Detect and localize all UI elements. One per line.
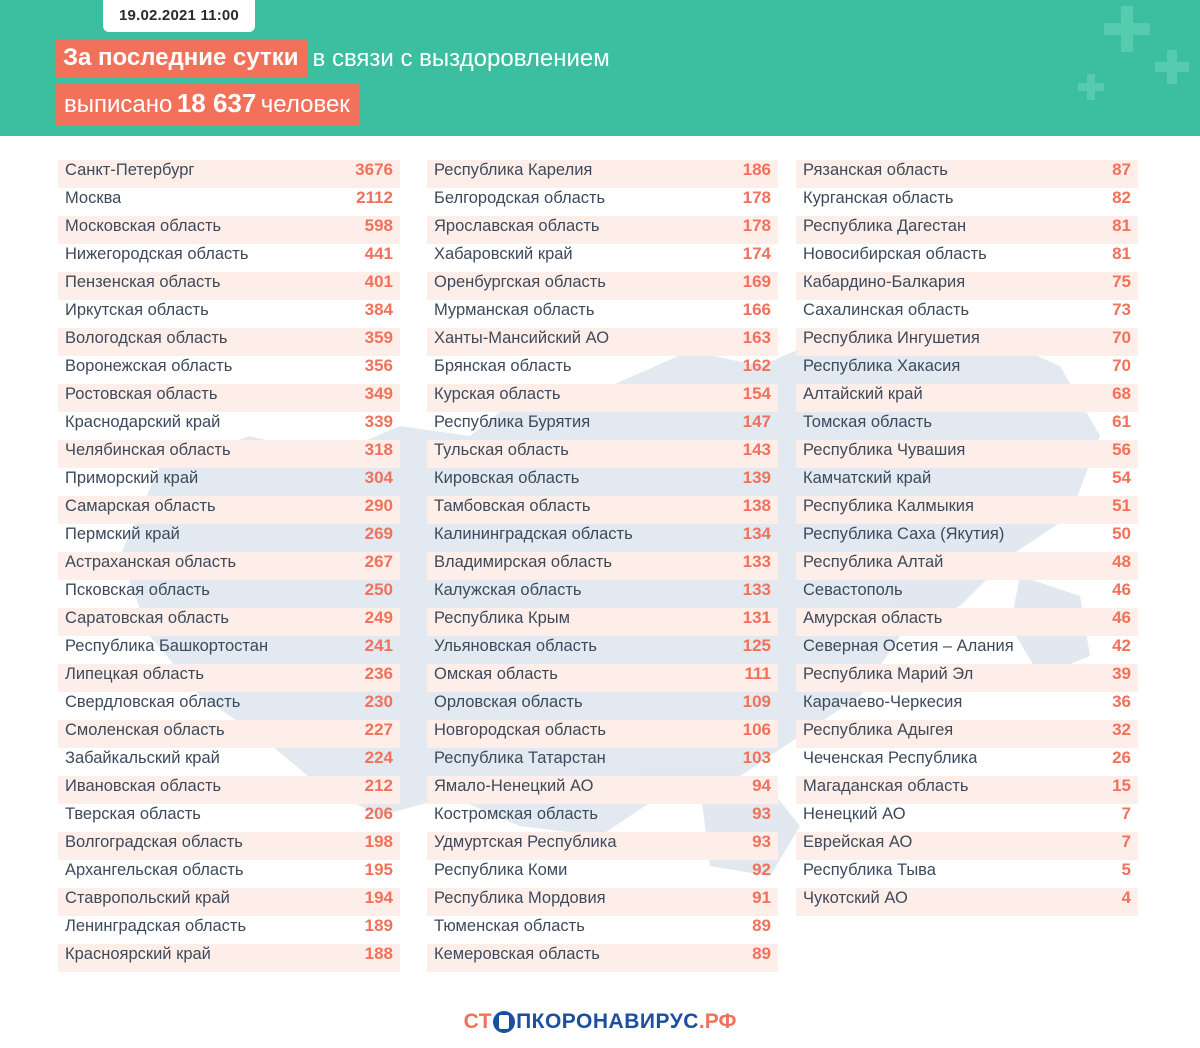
table-row	[427, 888, 778, 916]
region-value: 178	[742, 216, 771, 235]
region-name: Владимирская область	[434, 553, 613, 571]
region-value: 89	[752, 916, 771, 935]
logo-text-left: СТ	[463, 1010, 493, 1033]
table-row	[427, 440, 778, 468]
regions-column-1	[0, 160, 400, 972]
region-value: 195	[364, 860, 393, 879]
region-name: Иркутская область	[65, 301, 209, 319]
table-row	[427, 524, 778, 552]
region-value: 384	[364, 300, 393, 319]
table-row	[58, 272, 400, 300]
region-value: 178	[742, 188, 771, 207]
region-value: 54	[1112, 468, 1131, 487]
table-row	[58, 160, 400, 188]
region-value: 139	[742, 468, 771, 487]
region-value: 174	[742, 244, 771, 263]
table-row	[427, 720, 778, 748]
region-name: Ленинградская область	[65, 917, 247, 935]
region-value: 401	[364, 272, 393, 291]
table-row	[58, 384, 400, 412]
table-row	[58, 468, 400, 496]
region-name: Камчатский край	[803, 469, 932, 487]
region-name: Забайкальский край	[65, 749, 220, 767]
table-row	[427, 944, 778, 972]
region-value: 241	[364, 636, 393, 655]
region-name: Нижегородская область	[65, 245, 249, 263]
region-value: 75	[1112, 272, 1131, 291]
table-row	[427, 160, 778, 188]
table-row	[58, 664, 400, 692]
plus-decoration-icon	[1078, 74, 1104, 100]
table-row	[427, 804, 778, 832]
region-name: Новгородская область	[434, 721, 606, 739]
region-value: 109	[742, 692, 771, 711]
region-value: 318	[364, 440, 393, 459]
table-row	[58, 888, 400, 916]
region-name: Амурская область	[803, 609, 943, 627]
region-value: 162	[742, 356, 771, 375]
table-row	[796, 692, 1138, 720]
table-row	[796, 412, 1138, 440]
table-row	[58, 496, 400, 524]
region-value: 189	[364, 916, 393, 935]
table-row	[796, 748, 1138, 776]
regions-column-3	[778, 160, 1178, 972]
region-name: Самарская область	[65, 497, 216, 515]
region-name: Кемеровская область	[434, 945, 600, 963]
region-value: 250	[364, 580, 393, 599]
region-name: Карачаево-Черкесия	[803, 693, 963, 711]
region-name: Ханты-Мансийский АО	[434, 329, 610, 347]
region-name: Свердловская область	[65, 693, 241, 711]
region-name: Пензенская область	[65, 273, 221, 291]
region-name: Республика Чувашия	[803, 441, 966, 459]
region-value: 4	[1121, 888, 1131, 907]
region-value: 147	[742, 412, 771, 431]
region-value: 42	[1112, 636, 1131, 655]
region-value: 111	[744, 664, 771, 683]
table-row	[796, 636, 1138, 664]
table-row	[427, 188, 778, 216]
table-row	[58, 860, 400, 888]
plus-decoration-icon	[1155, 50, 1189, 84]
table-row	[427, 300, 778, 328]
plus-decoration-icon	[1104, 6, 1150, 52]
region-name: Белгородская область	[434, 189, 606, 207]
region-value: 7	[1121, 832, 1131, 851]
table-row	[58, 804, 400, 832]
region-name: Калужская область	[434, 581, 582, 599]
region-name: Ярославская область	[434, 217, 600, 235]
region-value: 359	[364, 328, 393, 347]
region-name: Тамбовская область	[434, 497, 591, 515]
table-row	[427, 580, 778, 608]
table-row	[427, 468, 778, 496]
region-name: Республика Калмыкия	[803, 497, 974, 515]
region-name: Республика Ингушетия	[803, 329, 980, 347]
table-row	[427, 216, 778, 244]
region-value: 267	[364, 552, 393, 571]
region-value: 68	[1112, 384, 1131, 403]
table-row	[427, 328, 778, 356]
region-value: 269	[364, 524, 393, 543]
region-name: Тверская область	[65, 805, 201, 823]
region-value: 304	[364, 468, 393, 487]
region-value: 7	[1121, 804, 1131, 823]
region-name: Липецкая область	[65, 665, 204, 683]
table-row	[796, 888, 1138, 916]
region-value: 81	[1112, 244, 1131, 263]
region-value: 56	[1112, 440, 1131, 459]
table-row	[58, 692, 400, 720]
logo-text-mid: ПКОРОНАВИРУС	[516, 1010, 699, 1033]
region-value: 186	[742, 160, 771, 179]
table-row	[796, 720, 1138, 748]
region-value: 441	[364, 244, 393, 263]
table-row	[58, 188, 400, 216]
region-value: 70	[1112, 356, 1131, 375]
region-value: 206	[364, 804, 393, 823]
region-name: Саратовская область	[65, 609, 230, 627]
region-name: Костромская область	[434, 805, 598, 823]
table-row	[58, 636, 400, 664]
region-value: 93	[752, 832, 771, 851]
region-value: 194	[364, 888, 393, 907]
region-name: Кировская область	[434, 469, 580, 487]
footer	[0, 1010, 1200, 1034]
table-row	[58, 412, 400, 440]
table-row	[796, 552, 1138, 580]
headline-number: 18 637	[176, 88, 257, 118]
region-name: Республика Бурятия	[434, 413, 591, 431]
region-value: 163	[742, 328, 771, 347]
table-row	[58, 524, 400, 552]
region-name: Республика Крым	[434, 609, 570, 627]
region-name: Псковская область	[65, 581, 210, 599]
region-name: Республика Адыгея	[803, 721, 954, 739]
table-row	[427, 860, 778, 888]
headline-highlight: За последние сутки	[55, 40, 307, 77]
region-value: 103	[742, 748, 771, 767]
region-value: 198	[364, 832, 393, 851]
table-row	[427, 664, 778, 692]
stop-sign-icon	[493, 1011, 515, 1033]
region-name: Омская область	[434, 665, 558, 683]
region-value: 26	[1112, 748, 1131, 767]
table-row	[796, 468, 1138, 496]
region-value: 143	[742, 440, 771, 459]
table-row	[796, 356, 1138, 384]
region-name: Еврейская АО	[803, 833, 913, 851]
table-row	[58, 720, 400, 748]
logo-text-rf: .РФ	[698, 1010, 737, 1033]
region-value: 290	[364, 496, 393, 515]
region-value: 134	[742, 524, 771, 543]
region-name: Брянская область	[434, 357, 572, 375]
date-badge: 19.02.2021 11:00	[103, 0, 255, 32]
region-name: Ивановская область	[65, 777, 222, 795]
region-value: 230	[364, 692, 393, 711]
table-row	[427, 608, 778, 636]
region-name: Республика Карелия	[434, 161, 593, 179]
region-name: Севастополь	[803, 581, 903, 599]
region-value: 36	[1112, 692, 1131, 711]
table-row	[58, 776, 400, 804]
table-row	[796, 804, 1138, 832]
region-value: 131	[742, 608, 771, 627]
region-name: Алтайский край	[803, 385, 923, 403]
region-name: Республика Тыва	[803, 861, 936, 879]
table-row	[58, 300, 400, 328]
region-name: Республика Коми	[434, 861, 568, 879]
region-name: Волгоградская область	[65, 833, 243, 851]
region-value: 48	[1112, 552, 1131, 571]
headline-prefix: выписано	[64, 91, 173, 118]
region-value: 212	[364, 776, 393, 795]
table-row	[58, 944, 400, 972]
region-value: 2112	[356, 188, 393, 207]
region-name: Орловская область	[434, 693, 583, 711]
table-row	[427, 776, 778, 804]
region-name: Республика Дагестан	[803, 217, 967, 235]
region-value: 138	[742, 496, 771, 515]
table-row	[427, 496, 778, 524]
table-row	[427, 692, 778, 720]
table-row	[796, 300, 1138, 328]
region-name: Мурманская область	[434, 301, 595, 319]
region-name: Республика Марий Эл	[803, 665, 974, 683]
headline-count-box	[55, 83, 360, 125]
table-row	[427, 916, 778, 944]
region-value: 3676	[355, 160, 393, 179]
region-name: Курская область	[434, 385, 561, 403]
table-row	[427, 272, 778, 300]
region-value: 5	[1121, 860, 1131, 879]
table-row	[58, 356, 400, 384]
region-value: 125	[742, 636, 771, 655]
table-row	[58, 608, 400, 636]
region-name: Ямало-Ненецкий АО	[434, 777, 594, 795]
region-name: Тюменская область	[434, 917, 585, 935]
region-value: 15	[1112, 776, 1131, 795]
table-row	[796, 188, 1138, 216]
headline-line-2	[55, 83, 610, 125]
table-row	[796, 776, 1138, 804]
table-row	[796, 272, 1138, 300]
table-row	[427, 244, 778, 272]
table-row	[796, 524, 1138, 552]
region-value: 106	[742, 720, 771, 739]
table-row	[58, 328, 400, 356]
table-row	[796, 608, 1138, 636]
table-row	[796, 440, 1138, 468]
table-row	[796, 496, 1138, 524]
table-row	[58, 216, 400, 244]
region-name: Магаданская область	[803, 777, 969, 795]
region-name: Республика Хакасия	[803, 357, 961, 375]
region-value: 169	[742, 272, 771, 291]
region-value: 166	[742, 300, 771, 319]
headline-plain: в связи с выздоровлением	[312, 44, 610, 72]
region-name: Чукотский АО	[803, 889, 908, 907]
region-value: 70	[1112, 328, 1131, 347]
region-value: 356	[364, 356, 393, 375]
region-value: 61	[1112, 412, 1131, 431]
region-value: 188	[364, 944, 393, 963]
region-value: 92	[752, 860, 771, 879]
table-row	[796, 580, 1138, 608]
region-value: 81	[1112, 216, 1131, 235]
region-name: Сахалинская область	[803, 301, 970, 319]
region-name: Хабаровский край	[434, 245, 573, 263]
table-row	[427, 384, 778, 412]
region-name: Ставропольский край	[65, 889, 230, 907]
region-value: 51	[1112, 496, 1131, 515]
region-value: 236	[364, 664, 393, 683]
table-row	[796, 244, 1138, 272]
region-name: Пермский край	[65, 525, 180, 543]
region-name: Ненецкий АО	[803, 805, 906, 823]
region-value: 133	[742, 552, 771, 571]
region-value: 89	[752, 944, 771, 963]
region-name: Республика Алтай	[803, 553, 944, 571]
table-row	[58, 748, 400, 776]
header-banner	[0, 0, 1200, 136]
table-row	[427, 832, 778, 860]
table-row	[796, 160, 1138, 188]
region-value: 339	[364, 412, 393, 431]
region-value: 46	[1112, 580, 1131, 599]
region-name: Архангельская область	[65, 861, 244, 879]
region-value: 39	[1112, 664, 1131, 683]
region-value: 349	[364, 384, 393, 403]
region-name: Республика Мордовия	[434, 889, 606, 907]
region-name: Калининградская область	[434, 525, 633, 543]
region-name: Краснодарский край	[65, 413, 221, 431]
region-name: Воронежская область	[65, 357, 233, 375]
table-row	[58, 916, 400, 944]
headline-suffix: человек	[260, 91, 350, 118]
region-name: Ростовская область	[65, 385, 218, 403]
region-name: Республика Башкортостан	[65, 637, 269, 655]
region-name: Северная Осетия – Алания	[803, 637, 1014, 655]
headline-line-1	[55, 40, 610, 77]
region-name: Москва	[65, 189, 122, 207]
table-row	[58, 244, 400, 272]
region-value: 91	[752, 888, 771, 907]
table-row	[427, 748, 778, 776]
region-value: 82	[1112, 188, 1131, 207]
table-row	[796, 860, 1138, 888]
region-value: 73	[1112, 300, 1131, 319]
region-value: 227	[364, 720, 393, 739]
table-row	[427, 636, 778, 664]
region-name: Курганская область	[803, 189, 954, 207]
table-row	[427, 552, 778, 580]
region-name: Республика Татарстан	[434, 749, 606, 767]
table-row	[427, 356, 778, 384]
region-name: Астраханская область	[65, 553, 237, 571]
region-value: 224	[364, 748, 393, 767]
region-name: Московская область	[65, 217, 222, 235]
region-value: 87	[1112, 160, 1131, 179]
region-name: Удмуртская Республика	[434, 833, 617, 851]
table-row	[796, 384, 1138, 412]
region-value: 249	[364, 608, 393, 627]
region-name: Чеченская Республика	[803, 749, 978, 767]
table-row	[796, 328, 1138, 356]
region-value: 154	[742, 384, 771, 403]
region-value: 598	[364, 216, 393, 235]
headline	[55, 40, 610, 131]
region-name: Красноярский край	[65, 945, 211, 963]
table-row	[796, 216, 1138, 244]
region-name: Приморский край	[65, 469, 199, 487]
region-name: Томская область	[803, 413, 932, 431]
region-name: Новосибирская область	[803, 245, 987, 263]
table-row	[58, 832, 400, 860]
stopcoronavirus-logo[interactable]	[464, 1010, 737, 1034]
region-name: Оренбургская область	[434, 273, 606, 291]
regions-column-2	[400, 160, 778, 972]
table-row	[58, 580, 400, 608]
region-name: Тульская область	[434, 441, 569, 459]
table-row	[796, 664, 1138, 692]
region-value: 94	[752, 776, 771, 795]
region-value: 46	[1112, 608, 1131, 627]
region-name: Ульяновская область	[434, 637, 598, 655]
table-row	[427, 412, 778, 440]
region-value: 93	[752, 804, 771, 823]
region-name: Челябинская область	[65, 441, 231, 459]
region-name: Рязанская область	[803, 161, 948, 179]
region-name: Санкт-Петербург	[65, 161, 195, 179]
table-row	[796, 832, 1138, 860]
table-row	[58, 552, 400, 580]
regions-table	[0, 160, 1200, 972]
region-value: 133	[742, 580, 771, 599]
region-name: Республика Саха (Якутия)	[803, 525, 1005, 543]
table-row	[58, 440, 400, 468]
region-name: Смоленская область	[65, 721, 225, 739]
region-name: Вологодская область	[65, 329, 228, 347]
region-name: Кабардино-Балкария	[803, 273, 966, 291]
region-value: 50	[1112, 524, 1131, 543]
region-value: 32	[1112, 720, 1131, 739]
